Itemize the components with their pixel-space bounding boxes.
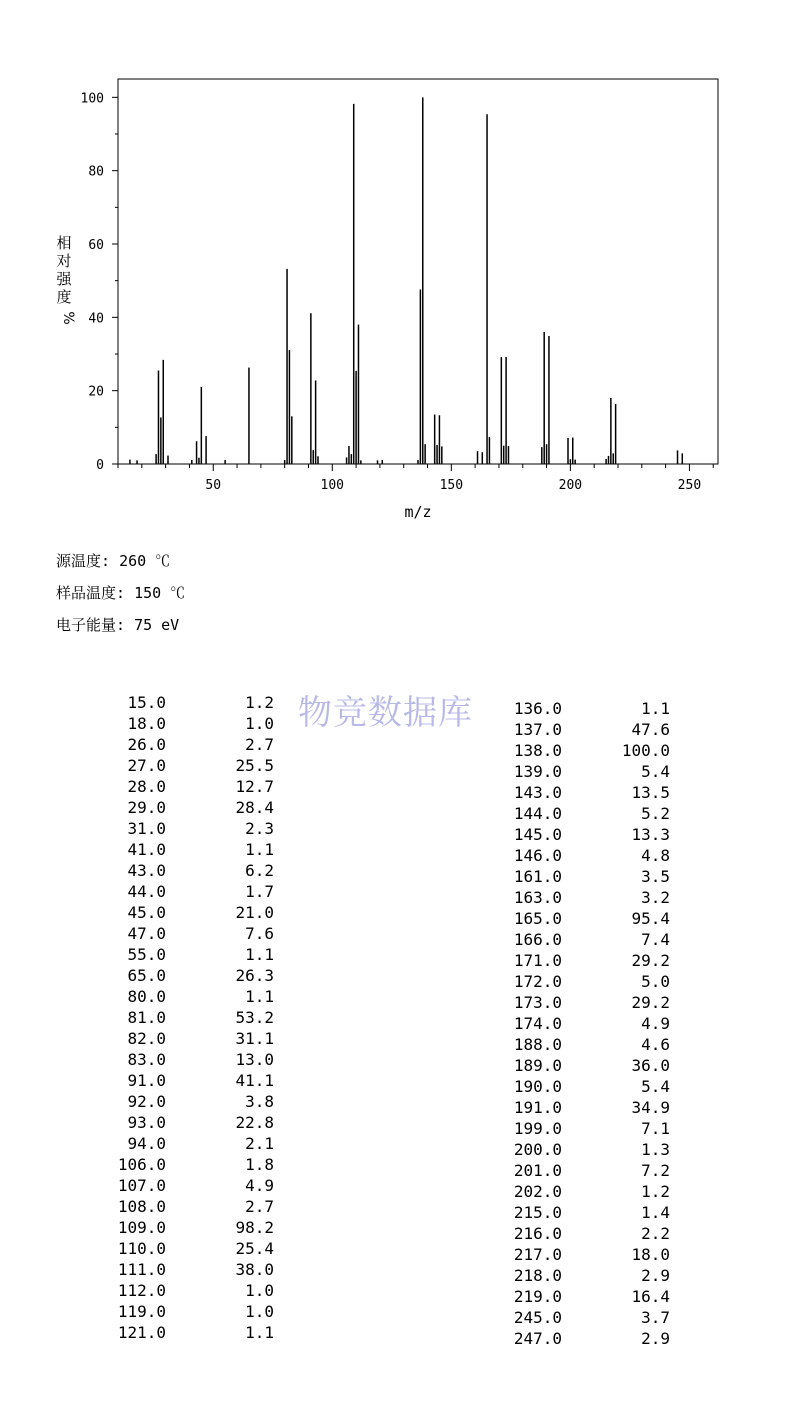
table-row xyxy=(496,803,686,824)
mz-value: 202.0 xyxy=(513,1182,562,1201)
mz-value: 174.0 xyxy=(513,1014,562,1033)
mz-value: 188.0 xyxy=(513,1035,562,1054)
mz-value: 80.0 xyxy=(127,987,166,1006)
table-row xyxy=(496,1244,686,1265)
mz-value: 190.0 xyxy=(513,1077,562,1096)
mz-value: 55.0 xyxy=(127,945,166,964)
intensity-value: 7.6 xyxy=(245,924,274,943)
x-axis xyxy=(118,464,713,493)
mz-value: 166.0 xyxy=(513,930,562,949)
table-row xyxy=(100,734,290,755)
mz-value: 139.0 xyxy=(513,762,562,781)
intensity-value: 4.6 xyxy=(641,1035,670,1054)
intensity-value: 1.1 xyxy=(245,987,274,1006)
intensity-value: 22.8 xyxy=(235,1113,274,1132)
table-row xyxy=(496,929,686,950)
intensity-value: 5.2 xyxy=(641,804,670,823)
mz-value: 201.0 xyxy=(513,1161,562,1180)
intensity-value: 38.0 xyxy=(235,1260,274,1279)
table-row xyxy=(100,1301,290,1322)
mz-value: 28.0 xyxy=(127,777,166,796)
intensity-value: 100.0 xyxy=(621,741,670,760)
intensity-value: 7.4 xyxy=(641,930,670,949)
table-row xyxy=(100,1322,290,1343)
mz-value: 191.0 xyxy=(513,1098,562,1117)
intensity-value: 3.2 xyxy=(641,888,670,907)
electron-energy-label: 电子能量: xyxy=(56,616,126,634)
intensity-value: 18.0 xyxy=(631,1245,670,1264)
mz-value: 45.0 xyxy=(127,903,166,922)
mz-value: 119.0 xyxy=(117,1302,166,1321)
table-row xyxy=(496,782,686,803)
table-row xyxy=(100,1028,290,1049)
table-row xyxy=(100,776,290,797)
electron-energy-value: 75 eV xyxy=(134,616,180,634)
intensity-value: 1.8 xyxy=(245,1155,274,1174)
mz-value: 144.0 xyxy=(513,804,562,823)
watermark: 物竞数据库 xyxy=(298,693,473,733)
x-tick-label: 150 xyxy=(439,478,464,493)
table-row xyxy=(100,1007,290,1028)
mz-value: 81.0 xyxy=(127,1008,166,1027)
mz-value: 18.0 xyxy=(127,714,166,733)
intensity-value: 1.2 xyxy=(641,1182,670,1201)
intensity-value: 4.9 xyxy=(641,1014,670,1033)
y-tick-label: 20 xyxy=(88,384,104,400)
intensity-value: 7.2 xyxy=(641,1161,670,1180)
table-row xyxy=(100,986,290,1007)
table-row xyxy=(496,866,686,887)
y-label-char: 强 xyxy=(56,270,72,288)
table-row xyxy=(100,1217,290,1238)
mz-value: 82.0 xyxy=(127,1029,166,1048)
mz-value: 91.0 xyxy=(127,1071,166,1090)
mz-value: 29.0 xyxy=(127,798,166,817)
table-row xyxy=(496,1055,686,1076)
x-tick-label: 200 xyxy=(558,478,583,493)
intensity-value: 29.2 xyxy=(631,951,670,970)
intensity-value: 16.4 xyxy=(631,1287,670,1306)
table-row xyxy=(496,1160,686,1181)
intensity-value: 41.1 xyxy=(235,1071,274,1090)
mz-value: 189.0 xyxy=(513,1056,562,1075)
table-row xyxy=(496,1076,686,1097)
x-axis-label: m/z xyxy=(404,503,432,521)
mz-value: 15.0 xyxy=(127,693,166,712)
table-row xyxy=(496,1223,686,1244)
table-row xyxy=(100,1175,290,1196)
intensity-value: 4.8 xyxy=(641,846,670,865)
table-row xyxy=(496,950,686,971)
intensity-value: 47.6 xyxy=(631,720,670,739)
table-row xyxy=(100,818,290,839)
intensity-value: 53.2 xyxy=(235,1008,274,1027)
mz-value: 163.0 xyxy=(513,888,562,907)
table-row xyxy=(100,839,290,860)
mz-value: 172.0 xyxy=(513,972,562,991)
y-label-char: 对 xyxy=(56,252,72,270)
table-row xyxy=(496,824,686,845)
intensity-value: 13.5 xyxy=(631,783,670,802)
mz-value: 93.0 xyxy=(127,1113,166,1132)
mz-value: 171.0 xyxy=(513,951,562,970)
y-tick-label: 100 xyxy=(80,91,104,107)
table-row xyxy=(496,698,686,719)
peak-table-left xyxy=(100,692,290,1343)
intensity-value: 6.2 xyxy=(245,861,274,880)
table-row xyxy=(100,1154,290,1175)
plot-frame xyxy=(118,79,718,464)
y-label-char: % xyxy=(60,311,76,325)
table-row xyxy=(496,1181,686,1202)
table-row xyxy=(496,740,686,761)
x-tick-label: 50 xyxy=(205,478,222,493)
intensity-value: 1.3 xyxy=(641,1140,670,1159)
mz-value: 65.0 xyxy=(127,966,166,985)
mz-value: 83.0 xyxy=(127,1050,166,1069)
mz-value: 27.0 xyxy=(127,756,166,775)
table-row xyxy=(496,1034,686,1055)
intensity-value: 1.1 xyxy=(245,1323,274,1342)
table-row xyxy=(496,1202,686,1223)
mz-value: 26.0 xyxy=(127,735,166,754)
table-row xyxy=(100,1091,290,1112)
intensity-value: 1.0 xyxy=(245,1281,274,1300)
mz-value: 145.0 xyxy=(513,825,562,844)
table-row xyxy=(100,755,290,776)
mz-value: 143.0 xyxy=(513,783,562,802)
table-row xyxy=(496,992,686,1013)
intensity-value: 7.1 xyxy=(641,1119,670,1138)
table-row xyxy=(100,1238,290,1259)
intensity-value: 26.3 xyxy=(235,966,274,985)
mz-value: 216.0 xyxy=(513,1224,562,1243)
table-row xyxy=(100,692,290,713)
table-row xyxy=(100,902,290,923)
table-row xyxy=(100,1112,290,1133)
intensity-value: 1.2 xyxy=(245,693,274,712)
intensity-value: 98.2 xyxy=(235,1218,274,1237)
intensity-value: 12.7 xyxy=(235,777,274,796)
source-temp-label: 源温度: xyxy=(56,552,111,570)
intensity-value: 95.4 xyxy=(631,909,670,928)
mz-value: 215.0 xyxy=(513,1203,562,1222)
intensity-value: 2.7 xyxy=(245,735,274,754)
mz-value: 92.0 xyxy=(127,1092,166,1111)
table-row xyxy=(100,860,290,881)
y-tick-label: 0 xyxy=(96,458,104,473)
table-row xyxy=(100,1133,290,1154)
electron-energy xyxy=(56,614,179,635)
intensity-value: 25.5 xyxy=(235,756,274,775)
intensity-value: 1.4 xyxy=(641,1203,670,1222)
table-row xyxy=(496,1265,686,1286)
intensity-value: 3.5 xyxy=(641,867,670,886)
intensity-value: 34.9 xyxy=(631,1098,670,1117)
mz-value: 94.0 xyxy=(127,1134,166,1153)
y-tick-label: 40 xyxy=(88,311,104,327)
intensity-value: 36.0 xyxy=(631,1056,670,1075)
intensity-value: 13.0 xyxy=(235,1050,274,1069)
mass-spectrum-chart xyxy=(0,0,794,540)
mz-value: 106.0 xyxy=(117,1155,166,1174)
table-row xyxy=(100,881,290,902)
y-label-char: 度 xyxy=(56,288,72,306)
y-axis xyxy=(81,91,118,473)
intensity-value: 1.0 xyxy=(245,1302,274,1321)
table-row xyxy=(100,965,290,986)
table-row xyxy=(100,923,290,944)
peak-bars xyxy=(130,97,682,464)
table-row xyxy=(496,1307,686,1328)
table-row xyxy=(496,719,686,740)
intensity-value: 13.3 xyxy=(631,825,670,844)
table-row xyxy=(496,845,686,866)
table-row xyxy=(100,1280,290,1301)
intensity-value: 31.1 xyxy=(235,1029,274,1048)
intensity-value: 1.0 xyxy=(245,714,274,733)
y-tick-label: 60 xyxy=(88,238,104,253)
table-row xyxy=(496,761,686,782)
table-row xyxy=(496,1013,686,1034)
mz-value: 109.0 xyxy=(117,1218,166,1237)
y-axis-label xyxy=(56,234,76,325)
peak-table-right xyxy=(496,698,686,1349)
mz-value: 138.0 xyxy=(513,741,562,760)
table-row xyxy=(100,1070,290,1091)
intensity-value: 1.7 xyxy=(245,882,274,901)
intensity-value: 5.4 xyxy=(641,762,670,781)
table-row xyxy=(496,1139,686,1160)
table-row xyxy=(496,1328,686,1349)
mz-value: 121.0 xyxy=(117,1323,166,1342)
mz-value: 108.0 xyxy=(117,1197,166,1216)
table-row xyxy=(100,1259,290,1280)
table-row xyxy=(100,713,290,734)
mz-value: 247.0 xyxy=(513,1329,562,1348)
mz-value: 173.0 xyxy=(513,993,562,1012)
intensity-value: 5.4 xyxy=(641,1077,670,1096)
table-row xyxy=(100,944,290,965)
mz-value: 44.0 xyxy=(127,882,166,901)
table-row xyxy=(496,971,686,992)
intensity-value: 4.9 xyxy=(245,1176,274,1195)
intensity-value: 1.1 xyxy=(245,840,274,859)
intensity-value: 28.4 xyxy=(235,798,274,817)
mz-value: 218.0 xyxy=(513,1266,562,1285)
source-temp-value: 260 ℃ xyxy=(119,552,171,570)
sample-temp-value: 150 ℃ xyxy=(134,584,186,602)
intensity-value: 3.7 xyxy=(641,1308,670,1327)
mz-value: 200.0 xyxy=(513,1140,562,1159)
mz-value: 43.0 xyxy=(127,861,166,880)
mz-value: 136.0 xyxy=(513,699,562,718)
intensity-value: 2.7 xyxy=(245,1197,274,1216)
intensity-value: 1.1 xyxy=(245,945,274,964)
mz-value: 199.0 xyxy=(513,1119,562,1138)
mz-value: 137.0 xyxy=(513,720,562,739)
table-row xyxy=(496,1286,686,1307)
intensity-value: 3.8 xyxy=(245,1092,274,1111)
mz-value: 146.0 xyxy=(513,846,562,865)
table-row xyxy=(100,1049,290,1070)
mz-value: 219.0 xyxy=(513,1287,562,1306)
mz-value: 245.0 xyxy=(513,1308,562,1327)
intensity-value: 2.3 xyxy=(245,819,274,838)
intensity-value: 29.2 xyxy=(631,993,670,1012)
mz-value: 161.0 xyxy=(513,867,562,886)
mz-value: 110.0 xyxy=(117,1239,166,1258)
intensity-value: 2.1 xyxy=(245,1134,274,1153)
y-tick-label: 80 xyxy=(88,164,104,180)
x-tick-label: 100 xyxy=(320,478,345,493)
y-label-char: 相 xyxy=(56,234,72,252)
table-row xyxy=(496,887,686,908)
mz-value: 112.0 xyxy=(117,1281,166,1300)
mz-value: 107.0 xyxy=(117,1176,166,1195)
sample-temp-label: 样品温度: xyxy=(56,584,126,602)
mz-value: 47.0 xyxy=(127,924,166,943)
x-tick-label: 250 xyxy=(677,478,702,493)
intensity-value: 21.0 xyxy=(235,903,274,922)
intensity-value: 1.1 xyxy=(641,699,670,718)
intensity-value: 5.0 xyxy=(641,972,670,991)
intensity-value: 2.9 xyxy=(641,1329,670,1348)
table-row xyxy=(496,1118,686,1139)
source-temperature xyxy=(56,550,170,571)
mz-value: 111.0 xyxy=(117,1260,166,1279)
table-row xyxy=(100,797,290,818)
mz-value: 41.0 xyxy=(127,840,166,859)
table-row xyxy=(496,908,686,929)
intensity-value: 2.9 xyxy=(641,1266,670,1285)
intensity-value: 25.4 xyxy=(235,1239,274,1258)
mz-value: 31.0 xyxy=(127,819,166,838)
mz-value: 217.0 xyxy=(513,1245,562,1264)
sample-temperature xyxy=(56,582,185,603)
intensity-value: 2.2 xyxy=(641,1224,670,1243)
table-row xyxy=(100,1196,290,1217)
mz-value: 165.0 xyxy=(513,909,562,928)
table-row xyxy=(496,1097,686,1118)
